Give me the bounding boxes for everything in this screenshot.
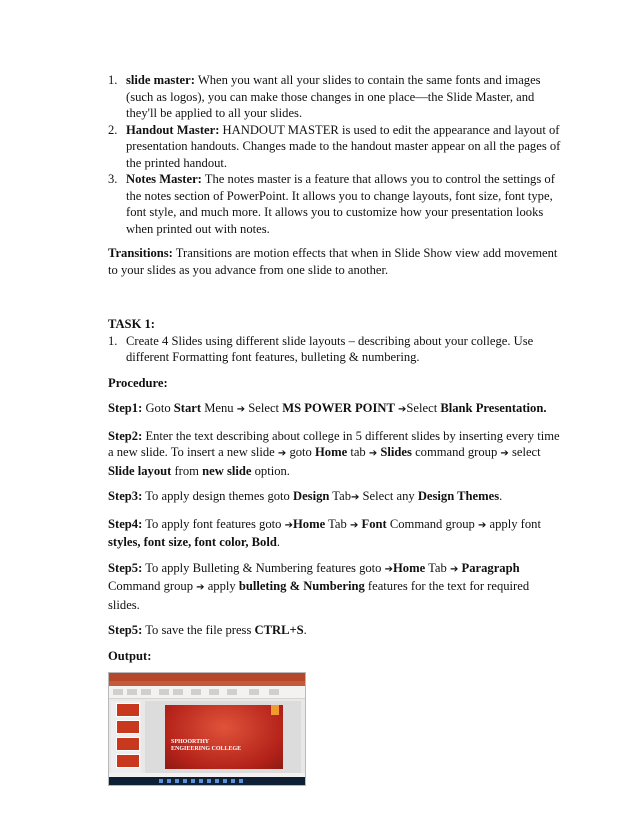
ribbon-icon — [127, 689, 137, 695]
taskbar-icon — [231, 779, 235, 783]
ribbon-icon — [113, 689, 123, 695]
ribbon-icon — [227, 689, 237, 695]
slide-canvas — [145, 701, 301, 773]
task-text: Create 4 Slides using different slide layouts – describing about your college. Use different Formatting font features, bulleting & numbering. — [126, 333, 534, 364]
arrow-icon: ➔ — [351, 492, 360, 503]
term-notes-master: Notes Master: — [126, 172, 202, 186]
page-content — [108, 72, 563, 786]
arrow-icon: ➔ — [277, 448, 287, 459]
ribbon-icon — [159, 689, 169, 695]
current-slide — [165, 705, 283, 769]
procedure-heading: Procedure: — [108, 375, 168, 390]
taskbar-icon — [207, 779, 211, 783]
slide-thumbnail-pane — [111, 701, 141, 773]
task-item — [108, 333, 563, 366]
list-item-notes-master — [108, 171, 563, 237]
arrow-icon: ➔ — [398, 404, 407, 415]
arrow-icon: ➔ — [196, 582, 205, 593]
taskbar-icon — [159, 779, 163, 783]
arrow-icon: ➔ — [478, 519, 487, 531]
step-5: Step5: To apply Bulleting & Numbering features goto ➔Home Tab ➔ Paragraph Command group ➔ apply bulleting & Numbering features for the text for required slides. — [108, 560, 530, 612]
transitions-paragraph — [108, 245, 563, 278]
list-item-slide-master — [108, 72, 563, 122]
term-handout-master: Handout Master: — [126, 122, 220, 137]
ribbon-icon — [269, 689, 279, 695]
arrow-icon: ➔ — [349, 519, 359, 531]
list-item-handout-master — [108, 122, 563, 172]
arrow-icon: ➔ — [449, 563, 459, 575]
list-text: When you want all your slides to contain the same fonts and images (such as logos), you can make those changes in one place—the Slide Master, and they'll be applied to all your slides. — [126, 73, 541, 120]
window-titlebar — [109, 673, 305, 681]
transitions-text: Transitions are motion effects that when in Slide Show view add movement to your slides as you advance from one slide to another. — [108, 246, 558, 277]
task-heading: TASK 1: — [108, 317, 155, 331]
term-transitions: Transitions: — [108, 246, 173, 260]
slide-accent-badge — [271, 705, 279, 715]
ribbon-icon — [141, 689, 151, 695]
list-number: 1. — [108, 73, 118, 87]
powerpoint-screenshot — [108, 672, 306, 786]
arrow-icon: ➔ — [500, 448, 509, 459]
slide-title: SPHOORTHY ENGIEERING COLLEGE — [171, 739, 242, 752]
taskbar-icon — [239, 779, 243, 783]
taskbar-icon — [191, 779, 195, 783]
step-save: Step5: To save the file press CTRL+S. — [108, 623, 307, 637]
ribbon-icon — [209, 689, 219, 695]
output-heading: Output: — [108, 648, 152, 663]
step-4: Step4: To apply font features goto ➔Home Tab ➔ Font Command group ➔ apply font styles, font size, font color, Bold. — [108, 516, 541, 549]
ribbon-icon — [173, 689, 183, 695]
taskbar-icon — [183, 779, 187, 783]
ribbon-icon — [249, 689, 259, 695]
arrow-icon: ➔ — [236, 404, 246, 415]
taskbar-icon — [215, 779, 219, 783]
arrow-icon: ➔ — [384, 563, 394, 575]
step-3: Step3: To apply design themes goto Design Tab➔ Select any Design Themes. — [108, 489, 503, 503]
taskbar-icon — [223, 779, 227, 783]
arrow-icon: ➔ — [284, 519, 293, 531]
ribbon-toolbar — [109, 686, 305, 699]
taskbar-icon — [175, 779, 179, 783]
master-list — [108, 72, 563, 237]
taskbar-icon — [199, 779, 203, 783]
ribbon-icon — [191, 689, 201, 695]
task-list — [108, 333, 563, 366]
taskbar-icon — [167, 779, 171, 783]
slide-thumbnail — [116, 720, 140, 734]
list-number: 1. — [108, 333, 118, 348]
list-number: 3. — [108, 172, 118, 186]
arrow-icon: ➔ — [368, 448, 378, 459]
list-number: 2. — [108, 122, 118, 137]
slide-thumbnail — [116, 737, 140, 751]
step-1: Step1: Goto Start Menu ➔ Select MS POWER POINT ➔Select Blank Presentation. — [108, 401, 547, 415]
step-2: Step2: Enter the text describing about college in 5 different slides by inserting every time a new slide. To insert a new slide ➔ goto Home tab ➔ Slides command group ➔ select Slide layout from new slide option. — [108, 428, 560, 478]
list-text: The notes master is a feature that allows you to control the settings of the notes section of PowerPoint. It allows you to change layouts, font size, font type, font style, and much more. It allows you to customize how your presentation looks when printed out with notes. — [126, 172, 555, 236]
slide-thumbnail — [116, 703, 140, 717]
term-slide-master: slide master: — [126, 73, 195, 87]
list-text: HANDOUT MASTER is used to edit the appearance and layout of presentation handouts. Changes made to the handout master appear on all the pages of the printed handout. — [126, 122, 561, 170]
windows-taskbar — [109, 777, 305, 785]
slide-thumbnail — [116, 754, 140, 768]
